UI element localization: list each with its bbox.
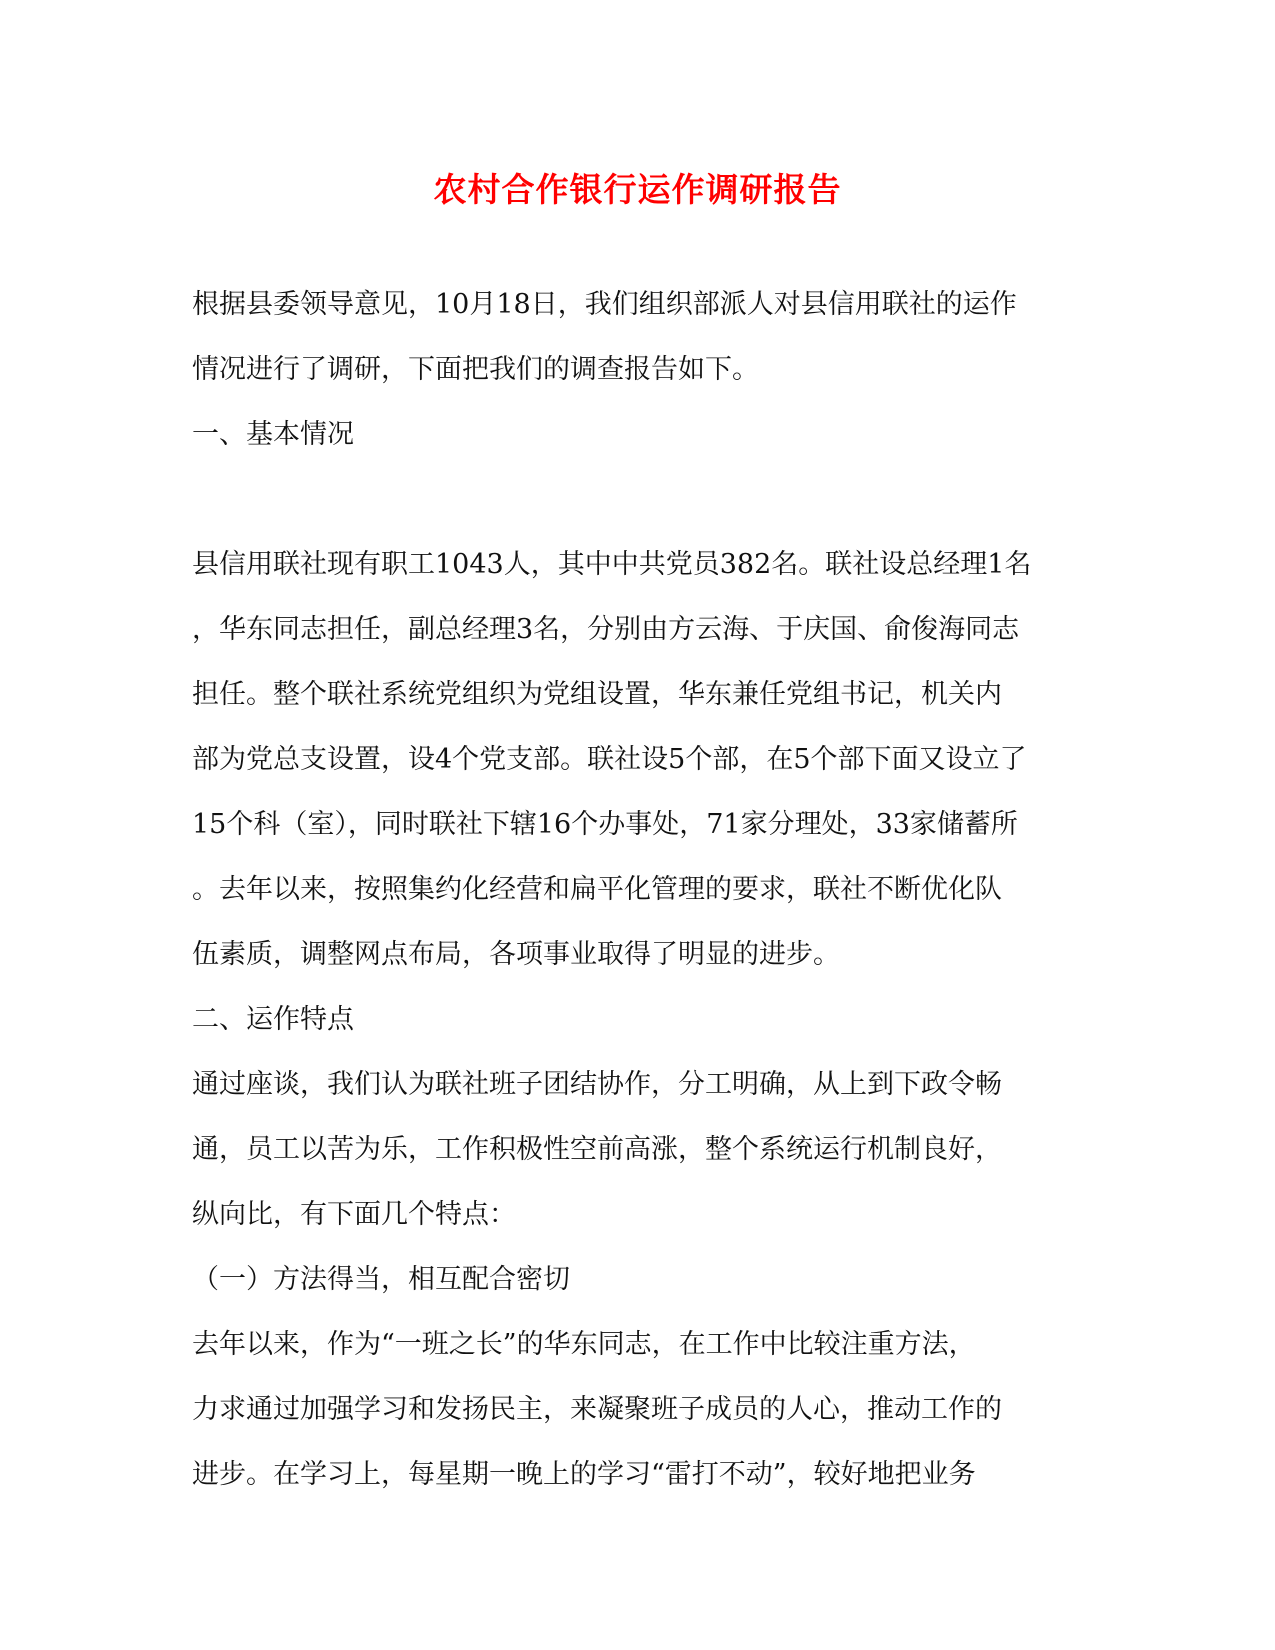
paragraph-line: 力求通过加强学习和发扬民主，来凝聚班子成员的人心，推动工作的	[192, 1394, 1002, 1425]
paragraph-line: 。去年以来，按照集约化经营和扁平化管理的要求，联社不断优化队	[192, 874, 1002, 905]
paragraph-line: 根据县委领导意见，10月18日，我们组织部派人对县信用联社的运作	[192, 289, 1017, 320]
paragraph-line: 进步。在学习上，每星期一晚上的学习“雷打不动”，较好地把业务	[192, 1459, 976, 1490]
paragraph-line: 县信用联社现有职工1043人，其中中共党员382名。联社设总经理1名	[192, 549, 1032, 580]
paragraph-line: ，华东同志担任，副总经理3名，分别由方云海、于庆国、俞俊海同志	[192, 614, 1020, 645]
paragraph-line: 情况进行了调研，下面把我们的调查报告如下。	[192, 354, 759, 385]
document-body	[192, 272, 1072, 1507]
paragraph-line: 纵向比，有下面几个特点：	[192, 1199, 516, 1230]
section-heading: 一、基本情况	[192, 419, 354, 450]
paragraph-line: 去年以来，作为“一班之长”的华东同志，在工作中比较注重方法，	[192, 1329, 976, 1360]
paragraph-line: 15个科（室），同时联社下辖16个办事处，71家分理处，33家储蓄所	[192, 809, 1018, 840]
blank-line	[192, 467, 1072, 532]
paragraph-line: 伍素质，调整网点布局，各项事业取得了明显的进步。	[192, 939, 840, 970]
paragraph-line: 通过座谈，我们认为联社班子团结协作，分工明确，从上到下政令畅	[192, 1069, 1002, 1100]
paragraph-line: 部为党总支设置，设4个党支部。联社设5个部，在5个部下面又设立了	[192, 744, 1027, 775]
section-heading: 二、运作特点	[192, 1004, 354, 1035]
subsection-heading: （一）方法得当，相互配合密切	[192, 1264, 570, 1295]
paragraph-line: 通，员工以苦为乐，工作积极性空前高涨，整个系统运行机制良好，	[192, 1134, 1002, 1165]
paragraph-line: 担任。整个联社系统党组织为党组设置，华东兼任党组书记，机关内	[192, 679, 1002, 710]
document-title: 农村合作银行运作调研报告	[433, 170, 842, 209]
